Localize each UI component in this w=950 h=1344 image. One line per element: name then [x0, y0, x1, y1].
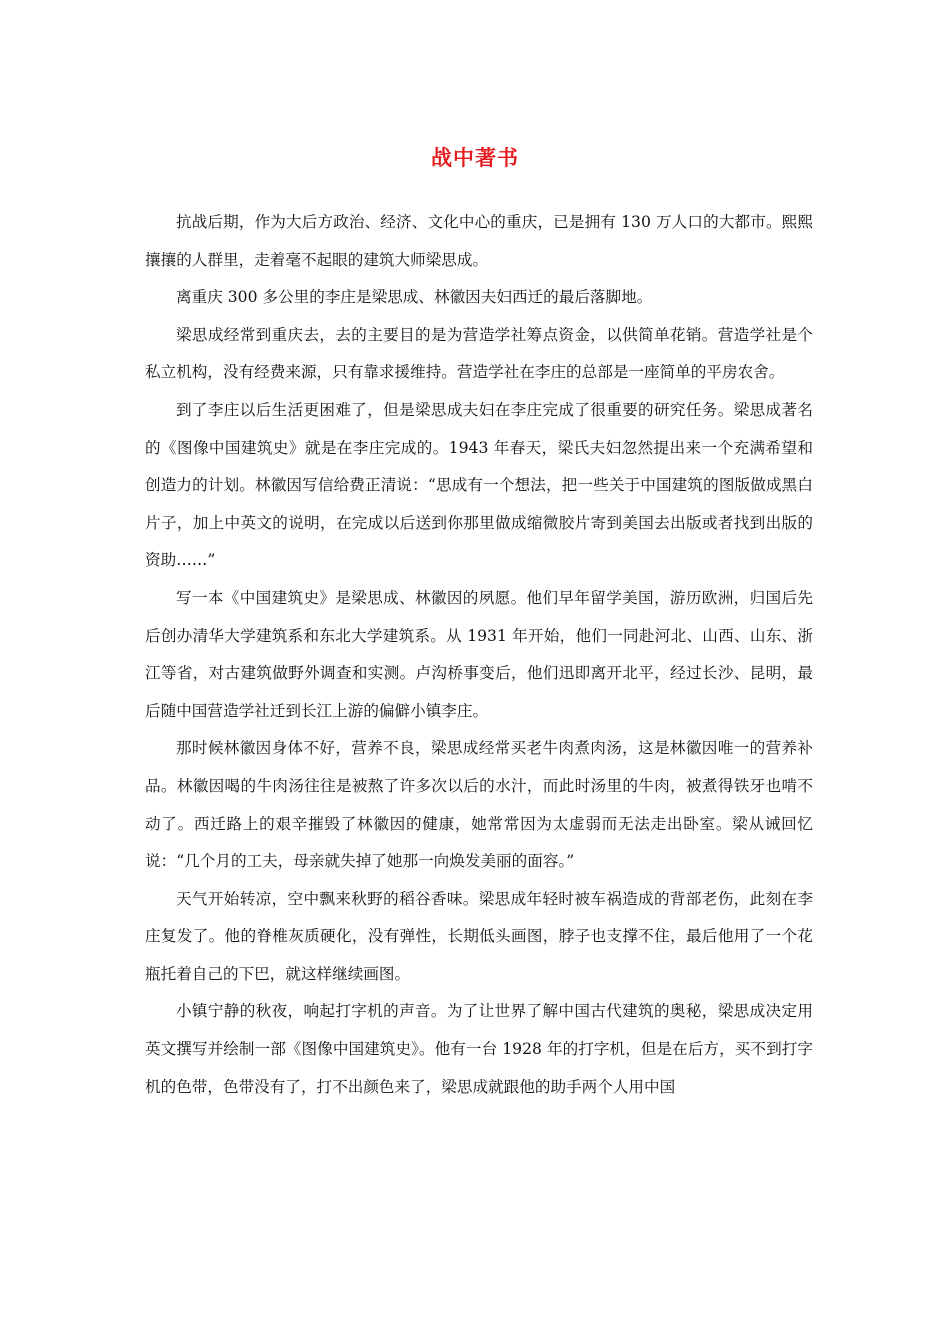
paragraph: 天气开始转凉，空中飘来秋野的稻谷香味。梁思成年轻时被车祸造成的背部老伤，此刻在李庄复发了。他的脊椎灰质硬化，没有弹性，长期低头画图，脖子也支撑不住，最后他用了一个花瓶托着自己的下巴，就这样继续画图。	[145, 889, 813, 983]
paragraph: 那时候林徽因身体不好，营养不良，梁思成经常买老牛肉煮肉汤，这是林徽因唯一的营养补品。林徽因喝的牛肉汤往往是被熬了许多次以后的水汁，而此时汤里的牛肉，被煮得铁牙也啃不动了。西迁路上的艰辛摧毁了林徽因的健康，她常常因为太虚弱而无法走出卧室。梁从诫回忆说：“几个月的工夫，母亲就失掉了她那一向焕发美丽的面容。”	[145, 739, 813, 871]
paragraph: 小镇宁静的秋夜，响起打字机的声音。为了让世界了解中国古代建筑的奥秘，梁思成决定用英文撰写并绘制一部《图像中国建筑史》。他有一台 1928 年的打字机，但是在后方，买不到打字机的色带，色带没有了，打不出颜色来了，梁思成就跟他的助手两个人用中国	[145, 1002, 813, 1096]
paragraph: 梁思成经常到重庆去，去的主要目的是为营造学社筹点资金，以供简单花销。营造学社是个私立机构，没有经费来源，只有靠求援维持。营造学社在李庄的总部是一座简单的平房农舍。	[145, 325, 813, 382]
paragraph: 离重庆 300 多公里的李庄是梁思成、林徽因夫妇西迁的最后落脚地。	[176, 288, 653, 307]
paragraph: 到了李庄以后生活更困难了，但是梁思成夫妇在李庄完成了很重要的研究任务。梁思成著名的《图像中国建筑史》就是在李庄完成的。1943 年春天，梁氏夫妇忽然提出来一个充满希望和创造力的计划。林徽因写信给费正清说：“思成有一个想法，把一些关于中国建筑的图版做成黑白片子，加上中英文的说明，在完成以后送到你那里做成缩微胶片寄到美国去出版或者找到出版的资助……”	[145, 400, 813, 570]
paragraph: 抗战后期，作为大后方政治、经济、文化中心的重庆，已是拥有 130 万人口的大都市。熙熙攘攘的人群里，走着毫不起眼的建筑大师梁思成。	[145, 213, 813, 269]
paragraph: 写一本《中国建筑史》是梁思成、林徽因的夙愿。他们早年留学美国，游历欧洲，归国后先后创办清华大学建筑系和东北大学建筑系。从 1931 年开始，他们一同赴河北、山西、山东、浙江等省，对古建筑做野外调查和实测。卢沟桥事变后，他们迅即离开北平，经过长沙、昆明，最后随中国营造学社迁到长江上游的偏僻小镇李庄。	[145, 588, 813, 720]
document-title: 战中著书	[431, 145, 519, 170]
document-body	[145, 204, 813, 1106]
